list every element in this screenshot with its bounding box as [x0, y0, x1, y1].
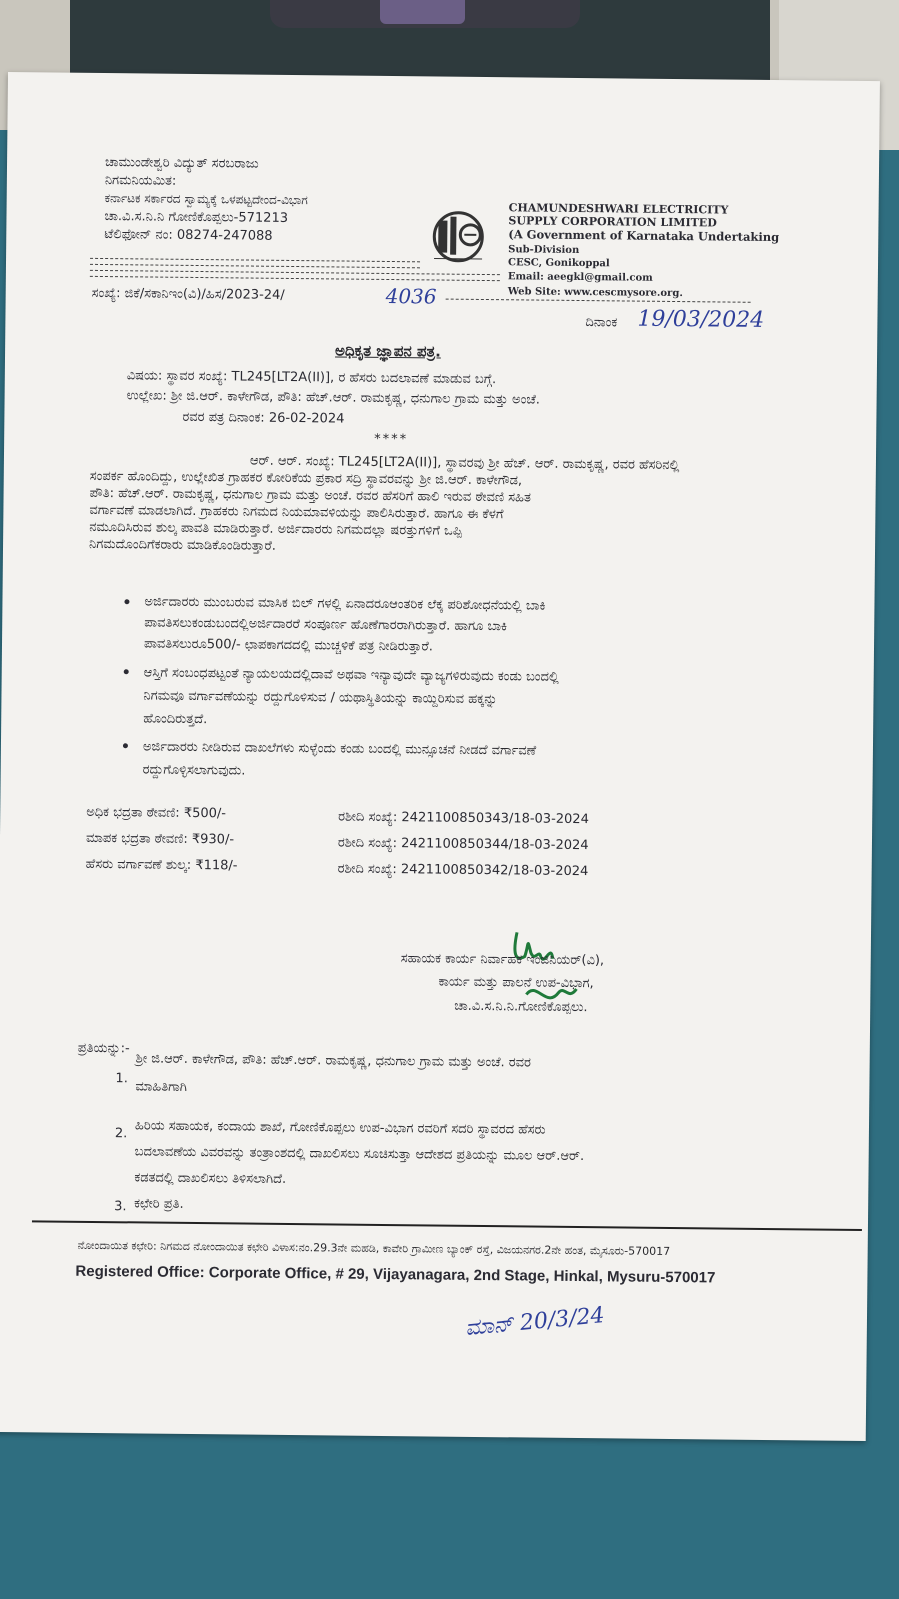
- copy-line: ಮಾಹಿತಿಗಾಗಿ: [135, 1079, 187, 1095]
- letterhead-kn-line4: ಚಾ.ವಿ.ಸ.ನಿ.ನಿ ಗೋಣಿಕೊಪ್ಪಲು-571213: [104, 209, 289, 226]
- copy-item: [134, 1195, 824, 1219]
- reference-line-1: ಉಲ್ಲೇಖ: ಶ್ರೀ ಜಿ.ಆರ್. ಕಾಳೇಗೌಡ, ಪೌತಿ: ಹೆಚ್.ಆರ್. ರಾಮಕೃಷ್ಣ, ಧನುಗಾಲ ಗ್ರಾಮ ಮತ್ತು ಅಂಚೆ.: [126, 388, 540, 408]
- body-paragraph: [89, 451, 810, 561]
- subject-line: ವಿಷಯ: ಸ್ಥಾವರ ಸಂಖ್ಯೆ: TL245[LT2A(II)], ರ ಹೆಸರು ಬದಲಾವಣೆ ಮಾಡುವ ಬಗ್ಗೆ.: [126, 368, 497, 388]
- copy-item: [135, 1045, 826, 1108]
- document-title: ಅಧಿಕೃತ ಜ್ಞಾಪನ ಪತ್ರ.: [335, 341, 441, 361]
- letterhead-kn-line1: ಚಾಮುಂಡೇಶ್ವರಿ ವಿದ್ಯುತ್ ಸರಬರಾಜು: [104, 155, 259, 172]
- letterhead-kn-line3: ಕರ್ನಾಟಕ ಸರ್ಕಾರದ ಸ್ವಾಮ್ಯಕ್ಕೆ ಒಳಪಟ್ಟದೇಂದ-ವಿಭಾಗ: [104, 191, 308, 208]
- bullet-line: ರದ್ದುಗೊಳ್ಳಿಸಲಾಗುವುದು.: [142, 762, 246, 779]
- letterhead-en-line4: Sub-Division: [508, 244, 580, 256]
- fee-label: ಮಾಪಕ ಭದ್ರತಾ ಠೇವಣಿ: ₹930/-: [85, 830, 235, 848]
- bullet-item: [143, 735, 823, 788]
- bullet-item: [143, 661, 824, 737]
- fee-receipt: ರಶೀದಿ ಸಂಖ್ಯೆ: 2421100850343/18-03-2024: [338, 809, 589, 828]
- letterhead-kn-line2: ನಿಗಮನಿಯಮಿತ:: [104, 173, 177, 189]
- letterhead-kn-phone: ಟೆಲಿಫೋನ್ ನಂ: 08274-247088: [104, 227, 273, 244]
- body-line: ಪೌತಿ: ಹೆಚ್.ಆರ್. ರಾಮಕೃಷ್ಣ, ಧನುಗಾಲ ಗ್ರಾಮ ಮತ್ತು ಅಂಚೆ. ರವರ ಹೆಸರಿಗೆ ಹಾಲಿ ಇರುವ ಠೇವಣಿ ಸಹಿತ: [89, 485, 532, 506]
- signature-designation-line1: ಸಹಾಯಕ ಕಾರ್ಯ ನಿರ್ವಾಹಕ ಇಂಜಿನಿಯರ್(ವಿ),: [400, 951, 605, 969]
- letter-document: [0, 72, 880, 1441]
- bullet-line: ಆಸ್ತಿಗೆ ಸಂಬಂಧಪಟ್ಟಂತೆ ನ್ಯಾಯಲಯದಲ್ಲಿದಾವೆ ಅಥವಾ ಇನ್ಯಾವುದೇ ವ್ಯಾಜ್ಯಗಳಿರುವುದು ಕಂಡು ಬಂದಲ್ಲಿ: [143, 665, 559, 685]
- copy-number: 1.: [115, 1071, 128, 1087]
- letterhead-en-line2: SUPPLY CORPORATION LIMITED: [508, 214, 717, 230]
- signature-designation-line2: ಕಾರ್ಯ ಮತ್ತು ಪಾಲನೆ ಉಪ-ವಿಭಾಗ,: [438, 974, 594, 992]
- letterhead-divider-left-4: [90, 276, 500, 281]
- handwritten-received-note: ಮಾನ್ 20/3/24: [464, 1303, 606, 1342]
- copy-line: ಶ್ರೀ ಜಿ.ಆರ್. ಕಾಳೇಗೌಡ, ಪೌತಿ: ಹೆಚ್.ಆರ್. ರಾಮಕೃಷ್ಣ, ಧನುಗಾಲ ಗ್ರಾಮ ಮತ್ತು ಅಂಚೆ. ರವರ: [135, 1051, 532, 1071]
- reference-line-2: ರವರ ಪತ್ರ ದಿನಾಂಕ: 26-02-2024: [182, 409, 345, 427]
- body-line: ನಮೂದಿಸಿರುವ ಶುಲ್ಕ ಪಾವತಿ ಮಾಡಿರುತ್ತಾರೆ. ಅರ್ಜಿದಾರರು ನಿಗಮದಲ್ಲಾ ಷರತ್ತುಗಳಿಗೆ ಒಪ್ಪಿ: [89, 519, 463, 539]
- bullet-dot: [123, 743, 128, 748]
- bullet-item: [144, 591, 825, 661]
- bullet-line: ಹೊಂದಿರುತ್ತದೆ.: [143, 711, 208, 728]
- body-line: ಆರ್. ಆರ್. ಸಂಖ್ಯೆ: TL245[LT2A(II)], ಸ್ಥಾವರವು ಶ್ರೀ ಹೆಚ್. ಆರ್. ರಾಮಕೃಷ್ಣ, ರವರ ಹೆಸರಿನಲ್ಲಿ: [249, 453, 680, 474]
- copy-line: ಕಡತದಲ್ಲಿ ದಾಖಲಿಸಲು ತಿಳಿಸಲಾಗಿದೆ.: [134, 1170, 287, 1187]
- copy-line: ಹಿರಿಯ ಸಹಾಯಕ, ಕಂದಾಯ ಶಾಖೆ, ಗೋಣಿಕೊಪ್ಪಲು ಉಪ-ವಿಭಾಗ ರವರಿಗೆ ಸದರಿ ಸ್ಥಾವರದ ಹೆಸರು: [134, 1118, 546, 1138]
- copy-line: ಬದಲಾವಣೆಯ ವಿವರವನ್ನು ತಂತ್ರಾಂಶದಲ್ಲಿ ದಾಖಲಿಸಲು ಸೂಚಿಸುತ್ತಾ ಆದೇಶದ ಪ್ರತಿಯನ್ನು ಮೂಲ ಆರ್.ಆರ್.: [134, 1144, 585, 1165]
- date-handwritten: 19/03/2024: [637, 306, 765, 333]
- copy-line: ಕಛೇರಿ ಪ್ರತಿ.: [134, 1196, 184, 1212]
- reference-number-handwritten: 4036: [385, 283, 437, 309]
- copy-number: 3.: [114, 1199, 127, 1215]
- body-line: ನಿಗಮದೊಂದಿಗೆಕರಾರು ಮಾಡಿಕೊಂಡಿರುತ್ತಾರೆ.: [88, 536, 277, 554]
- letterhead-divider-left: [90, 258, 420, 262]
- copy-number: 2.: [114, 1126, 128, 1142]
- letterhead-divider-left-2: [90, 264, 420, 268]
- separator-stars: ****: [374, 431, 409, 448]
- copies-heading: ಪ್ರತಿಯನ್ನು:-: [77, 1040, 130, 1057]
- body-line: ಸಂಪರ್ಕ ಹೊಂದಿದ್ದು, ಉಲ್ಲೇಖಿತ ಗ್ರಾಹಕರ ಕೋರಿಕೆಯ ಪ್ರಕಾರ ಸದ್ರಿ ಸ್ಥಾವರವನ್ನು ಶ್ರೀ ಜಿ.ಆರ್. ಕಾಳೇಗೌಡ,: [89, 468, 523, 489]
- letterhead-divider-left-3: [90, 270, 500, 275]
- footer-rule: [32, 1220, 862, 1231]
- footer-registered-office-kn: ನೋಂದಾಯಿತ ಕಛೇರಿ: ನಿಗಮದ ನೋಂದಾಯಿತ ಕಛೇರಿ ವಿಳಾಸ:ನಂ.29.3ನೇ ಮಹಡಿ, ಕಾವೇರಿ ಗ್ರಾಮೀಣ ಬ್ಯಾಂಕ್ ರಸ್ತೆ, ವಿಜಯನಗರ.2ನೇ ಹಂತ, ಮೈಸೂರು-570017: [77, 1238, 671, 1258]
- fee-receipt: ರಶೀದಿ ಸಂಖ್ಯೆ: 2421100850344/18-03-2024: [337, 835, 589, 854]
- bullet-line: ಅರ್ಜಿದಾರರು ನೀಡಿರುವ ದಾಖಲೆಗಳು ಸುಳ್ಳೆಂದು ಕಂಡು ಬಂದಲ್ಲಿ ಮುನ್ಸೂಚನೆ ನೀಡದೆ ವರ್ಗಾವಣೆ: [142, 739, 537, 759]
- footer-registered-office-en: Registered Office: Corporate Office, # 29, Vijayanagara, 2nd Stage, Hinkal, Mysuru-570017: [75, 1262, 716, 1287]
- fee-label: ಹೆಸರು ವರ್ಗಾವಣೆ ಶುಲ್ಕ: ₹118/-: [85, 856, 238, 874]
- letterhead-en-line3: (A Government of Karnataka Undertaking: [508, 227, 780, 245]
- letterhead-website: Web Site: www.cescmysore.org.: [507, 286, 683, 300]
- body-line: ವರ್ಗಾವಣೆ ಮಾಡಲಾಗಿದೆ. ಗ್ರಾಹಕರು ನಿಗಮದ ನಿಯಮಾವಳಿಯನ್ನು ಪಾಲಿಸಿರುತ್ತಾರೆ. ಹಾಗೂ ಈ ಕೆಳಗೆ: [89, 502, 504, 523]
- reference-number-label: ಸಂಖ್ಯೆ: ಜಿಕೆ/ಸಕಾನಿಇಂ(ವಿ)/ಹಿಸ/2023-24/: [91, 285, 285, 303]
- bullet-line: ನಿಗಮವೂ ವರ್ಗಾವಣೆಯನ್ನು ರದ್ದುಗೊಳಿಸುವ / ಯಥಾಸ್ಥಿತಿಯನ್ನು ಕಾಯ್ದಿರಿಸುವ ಹಕ್ಕನ್ನು: [143, 688, 498, 708]
- letterhead-email: Email: aeegkl@gmail.com: [507, 271, 653, 284]
- fee-label: ಅಧಿಕ ಭದ್ರತಾ ಠೇವಣಿ: ₹500/-: [86, 804, 227, 822]
- letterhead-en-line5: CESC, Gonikoppal: [507, 257, 610, 270]
- bullet-dot: [124, 669, 129, 674]
- fee-receipt: ರಶೀದಿ ಸಂಖ್ಯೆ: 2421100850342/18-03-2024: [337, 861, 589, 880]
- bullet-line: ಪಾವತಿಸಲುರೂ500/- ಛಾಪಕಾಗದದಲ್ಲಿ ಮುಚ್ಚಳಿಕೆ ಪತ್ರ ನೀಡಿರುತ್ತಾರೆ.: [143, 636, 433, 655]
- bullet-dot: [124, 599, 129, 604]
- signature-designation-line3: ಚಾ.ವಿ.ಸ.ನಿ.ನಿ.ಗೋಣಿಕೊಪ್ಪಲು.: [454, 998, 588, 1016]
- letterhead-en-line1: CHAMUNDESHWARI ELECTRICITY: [508, 201, 729, 217]
- date-label: ದಿನಾಂಕ: [585, 315, 618, 331]
- stapler-object-detail: [380, 0, 465, 24]
- cesc-logo-icon: [424, 206, 493, 267]
- copy-item: [134, 1113, 825, 1198]
- bullet-line: ಅರ್ಜಿದಾರರು ಮುಂಬರುವ ಮಾಸಿಕ ಬಿಲ್ ಗಳಲ್ಲಿ ಏನಾದರೂಆಂತರಿಕ ಲೆಕ್ಕ ಪರಿಶೋಧನೆಯಲ್ಲಿ ಬಾಕಿ: [144, 594, 546, 614]
- letterhead-divider-right: [446, 299, 751, 303]
- bullet-line: ಪಾವತಿಸಲುಕಂಡುಬಂದಲ್ಲಿಅರ್ಜಿದಾರರೆ ಸಂಪೂರ್ಣ ಹೊಣೆಗಾರರಾಗಿರುತ್ತಾರೆ. ಹಾಗೂ ಬಾಕಿ: [144, 615, 508, 635]
